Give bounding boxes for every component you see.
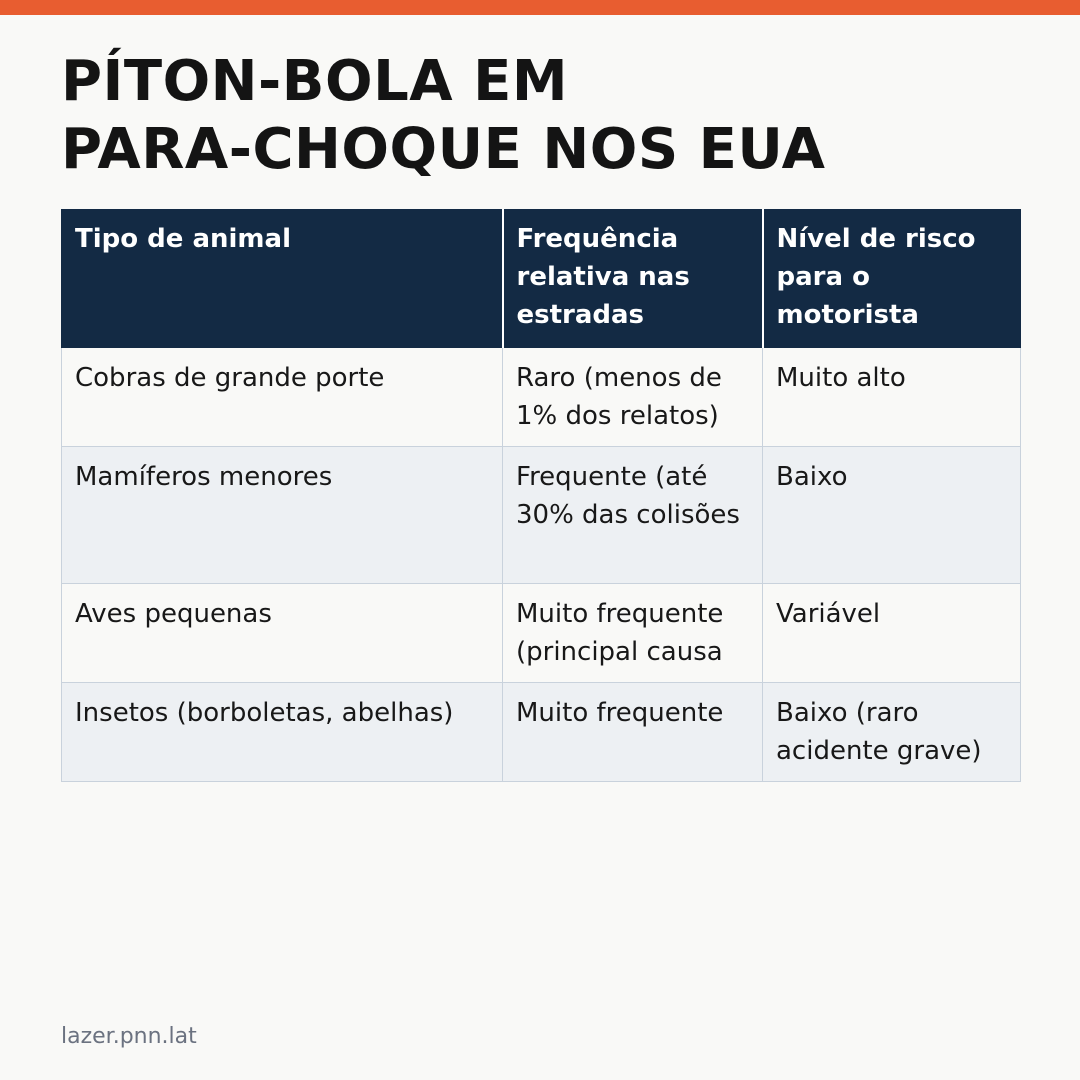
table-cell-animal-type: Aves pequenas bbox=[62, 584, 503, 683]
page-title bbox=[61, 48, 1021, 184]
table-cell-frequency: Muito frequente (principal causa bbox=[503, 584, 763, 683]
table-cell-risk-level: Variável bbox=[763, 584, 1021, 683]
table-cell-risk-level: Baixo bbox=[763, 447, 1021, 584]
column-header-animal-type: Tipo de animal bbox=[62, 209, 503, 348]
table-row bbox=[62, 447, 1021, 584]
page-title-line-2: PARA-CHOQUE NOS EUA bbox=[61, 117, 826, 182]
table-cell-risk-level: Muito alto bbox=[763, 348, 1021, 447]
column-header-risk-level: Nível de risco para o motorista bbox=[763, 209, 1021, 348]
table-cell-animal-type: Mamíferos menores bbox=[62, 447, 503, 584]
table-cell-frequency: Raro (menos de 1% dos relatos) bbox=[503, 348, 763, 447]
column-header-frequency: Frequência relativa nas estradas bbox=[503, 209, 763, 348]
footer-site-link[interactable]: lazer.pnn.lat bbox=[61, 1024, 197, 1049]
table-cell-risk-level: Baixo (raro acidente grave) bbox=[763, 683, 1021, 782]
table-header-row bbox=[62, 209, 1021, 348]
table-row bbox=[62, 348, 1021, 447]
page-title-line-1: PÍTON-BOLA EM bbox=[61, 49, 569, 114]
table-cell-animal-type: Insetos (borboletas, abelhas) bbox=[62, 683, 503, 782]
table-row bbox=[62, 683, 1021, 782]
top-accent-bar bbox=[0, 0, 1080, 15]
table-cell-frequency: Muito frequente bbox=[503, 683, 763, 782]
table-cell-animal-type: Cobras de grande porte bbox=[62, 348, 503, 447]
table-row bbox=[62, 584, 1021, 683]
comparison-table bbox=[61, 209, 1021, 782]
table-cell-frequency: Frequente (até 30% das colisões bbox=[503, 447, 763, 584]
